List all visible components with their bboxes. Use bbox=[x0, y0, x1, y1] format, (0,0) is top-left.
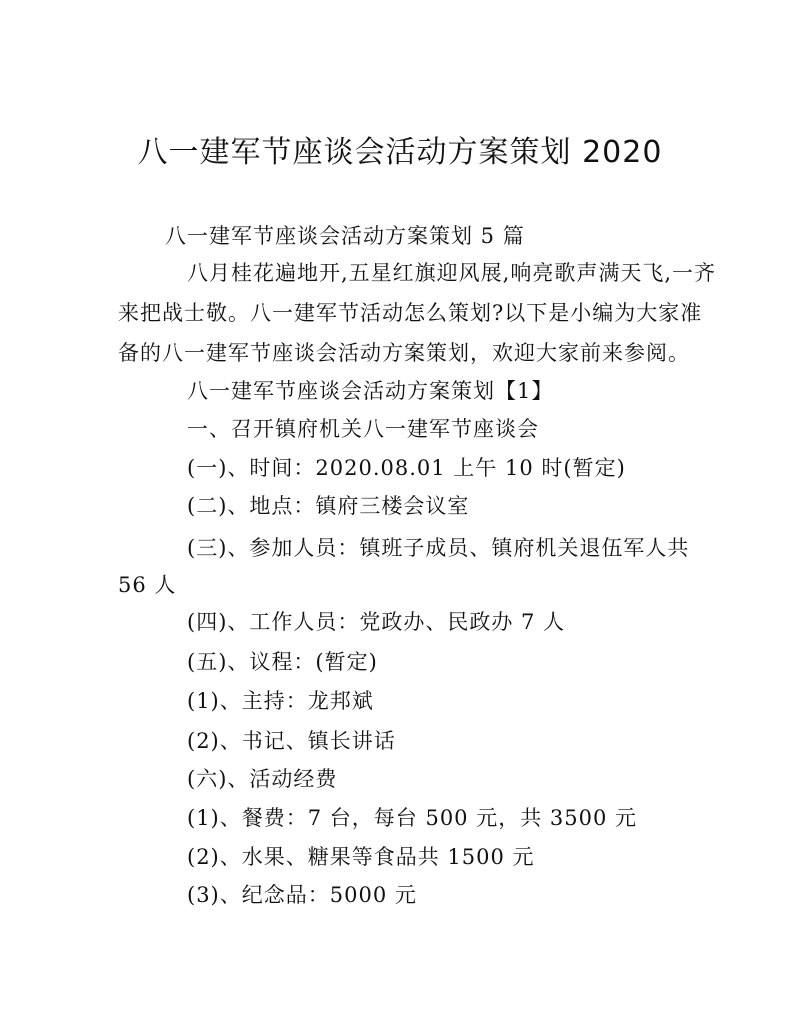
agenda-item: (五)、议程：(暂定) bbox=[187, 650, 378, 674]
intro-line-2: 来把战士敬。八一建军节活动怎么策划?以下是小编为大家准 bbox=[118, 301, 703, 325]
agenda-item: (二)、地点：镇府三楼会议室 bbox=[187, 494, 470, 518]
agenda-item: (六)、活动经费 bbox=[187, 767, 338, 791]
document-title: 八一建军节座谈会活动方案策划 2020 bbox=[137, 135, 663, 170]
agenda-item: (三)、参加人员：镇班子成员、镇府机关退伍军人共 bbox=[187, 536, 690, 560]
agenda-item: (1)、餐费：7 台，每台 500 元，共 3500 元 bbox=[187, 806, 638, 830]
document-subtitle: 八一建军节座谈会活动方案策划 5 篇 bbox=[165, 224, 525, 248]
agenda-item: (一)、时间：2020.08.01 上午 10 时(暂定) bbox=[187, 456, 626, 480]
agenda-item: (2)、书记、镇长讲话 bbox=[187, 729, 396, 753]
agenda-item: (1)、主持：龙邦斌 bbox=[187, 689, 374, 713]
intro-line-1: 八月桂花遍地开,五星红旗迎风展,响亮歌声满天飞,一齐 bbox=[187, 261, 717, 285]
agenda-item: 56 人 bbox=[118, 573, 177, 597]
agenda-item: (3)、纪念品：5000 元 bbox=[187, 883, 417, 907]
agenda-item: (四)、工作人员：党政办、民政办 7 人 bbox=[187, 610, 566, 634]
agenda-item: 一、召开镇府机关八一建军节座谈会 bbox=[187, 417, 539, 441]
intro-line-3: 备的八一建军节座谈会活动方案策划，欢迎大家前来参阅。 bbox=[118, 341, 690, 365]
agenda-item: (2)、水果、糖果等食品共 1500 元 bbox=[187, 845, 535, 869]
section-heading: 八一建军节座谈会活动方案策划【1】 bbox=[187, 379, 554, 403]
